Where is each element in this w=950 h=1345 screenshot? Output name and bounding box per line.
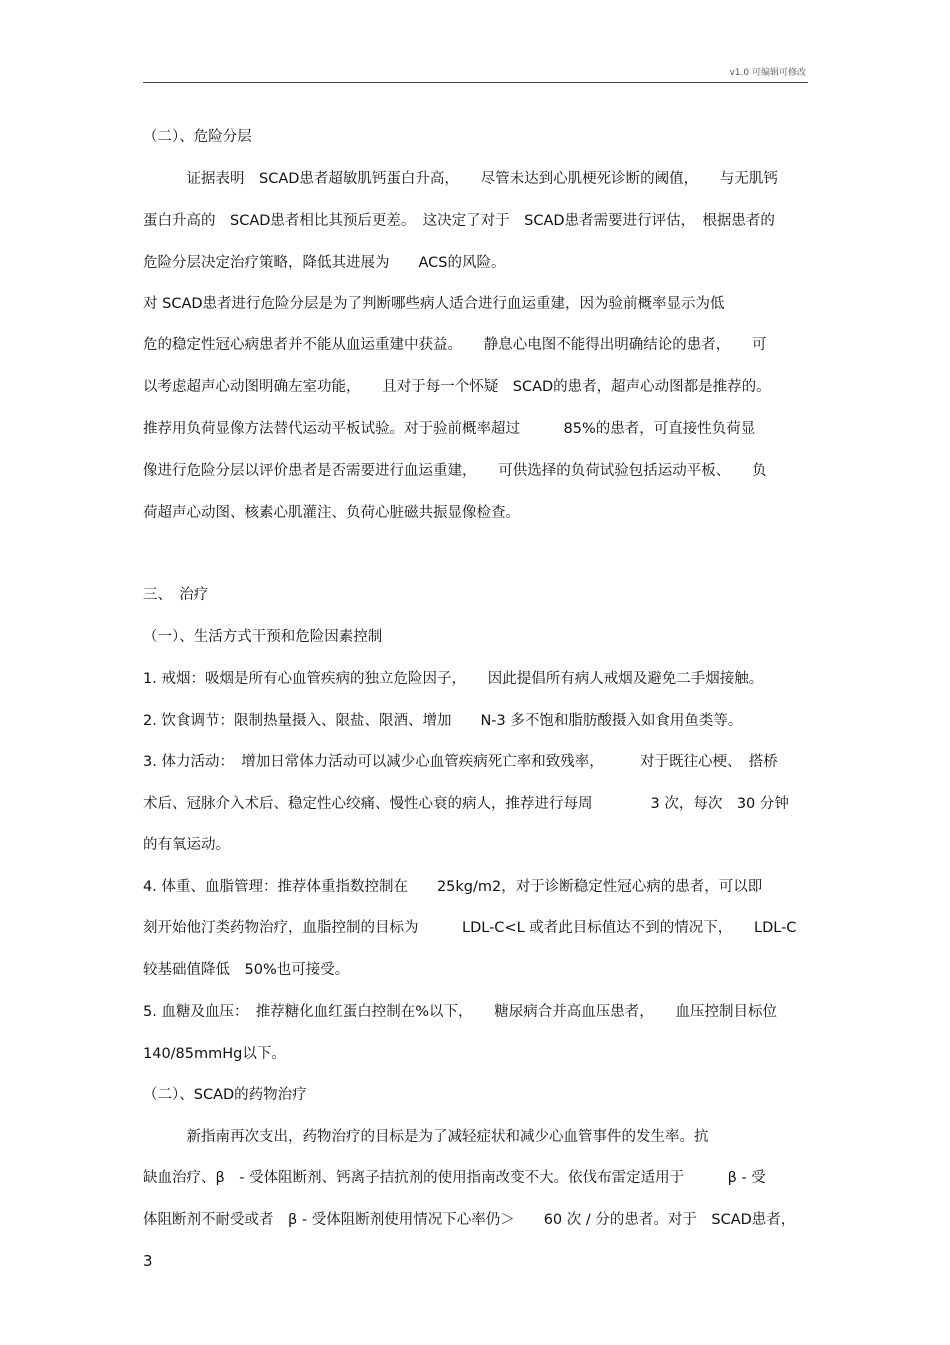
- paragraph-line: 荷超声心动图、核素心肌灌注、负荷心脏磁共振显像检查。: [143, 505, 520, 521]
- paragraph-line: 缺血治疗、β - 受体阻断剂、钙离子拮抗剂的使用指南改变不大。依伐布雷定适用于 β - 受: [143, 1170, 766, 1186]
- paragraph-line: 新指南再次支出，药物治疗的目标是为了减轻症状和减少心血管事件的发生率。抗: [143, 1129, 709, 1145]
- paragraph-line: 对 SCAD患者进行危险分层是为了判断哪些病人适合进行血运重建，因为验前概率显示为低: [143, 296, 725, 312]
- paragraph-line: 140/85mmHg以下。: [143, 1046, 286, 1062]
- page-header: [143, 63, 808, 83]
- list-item: 5. 血糖及血压： 推荐糖化血红蛋白控制在%以下， 糖尿病合并高血压患者， 血压控制目标位: [143, 1004, 777, 1020]
- section-heading: 三、 治疗: [143, 587, 209, 603]
- list-item: 3. 体力活动： 增加日常体力活动可以减少心血管疾病死亡率和致残率， 对于既往心梗、 搭桥: [143, 754, 778, 770]
- paragraph-line: 的有氧运动。: [143, 837, 230, 853]
- paragraph-line: 体阻断剂不耐受或者 β - 受体阻断剂使用情况下心率仍＞ 60 次 / 分的患者。对于 SCAD患者，: [143, 1212, 796, 1228]
- list-item: 2. 饮食调节：限制热量摄入、限盐、限酒、增加 N-3 多不饱和脂肪酸摄入如食用鱼类等。: [143, 713, 743, 729]
- paragraph-line: 术后、冠脉介入术后、稳定性心绞痛、慢性心衰的病人，推荐进行每周 3 次，每次 30 分钟: [143, 796, 789, 812]
- paragraph-line: 较基础值降低 50%也可接受。: [143, 962, 350, 978]
- section-heading: （二）、危险分层: [143, 129, 252, 145]
- list-item: 1. 戒烟：吸烟是所有心血管疾病的独立危险因子， 因此提倡所有病人戒烟及避免二手烟接触。: [143, 671, 764, 687]
- paragraph-line: 刻开始他汀类药物治疗，血脂控制的目标为 LDL-C<L 或者此目标值达不到的情况下， LDL-C: [143, 920, 797, 936]
- header-version: v1.0 可编辑可修改: [729, 68, 806, 78]
- paragraph-line: 蛋白升高的 SCAD患者相比其预后更差。 这决定了对于 SCAD患者需要进行评估， 根据患者的: [143, 213, 775, 229]
- page-number: 3: [143, 1252, 153, 1270]
- paragraph-line: 像进行危险分层以评价患者是否需要进行血运重建， 可供选择的负荷试验包括运动平板、 负: [143, 463, 767, 479]
- subsection-heading: （二）、SCAD的药物治疗: [143, 1087, 307, 1103]
- list-item: 4. 体重、血脂管理：推荐体重指数控制在 25kg/m2，对于诊断稳定性冠心病的患者，可以即: [143, 879, 763, 895]
- subsection-heading: （一）、生活方式干预和危险因素控制: [143, 629, 383, 645]
- paragraph-line: 危的稳定性冠心病患者并不能从血运重建中获益。 静息心电图不能得出明确结论的患者， 可: [143, 337, 767, 353]
- paragraph-line: 证据表明 SCAD患者超敏肌钙蛋白升高， 尽管未达到心肌梗死诊断的阈值， 与无肌钙: [143, 171, 778, 187]
- paragraph-line: 以考虑超声心动图明确左室功能， 且对于每一个怀疑 SCAD的患者，超声心动图都是推荐的。: [143, 379, 771, 395]
- paragraph-line: 推荐用负荷显像方法替代运动平板试验。对于验前概率超过 85%的患者，可直接性负荷显: [143, 421, 756, 437]
- paragraph-line: 危险分层决定治疗策略，降低其进展为 ACS的风险。: [143, 255, 506, 271]
